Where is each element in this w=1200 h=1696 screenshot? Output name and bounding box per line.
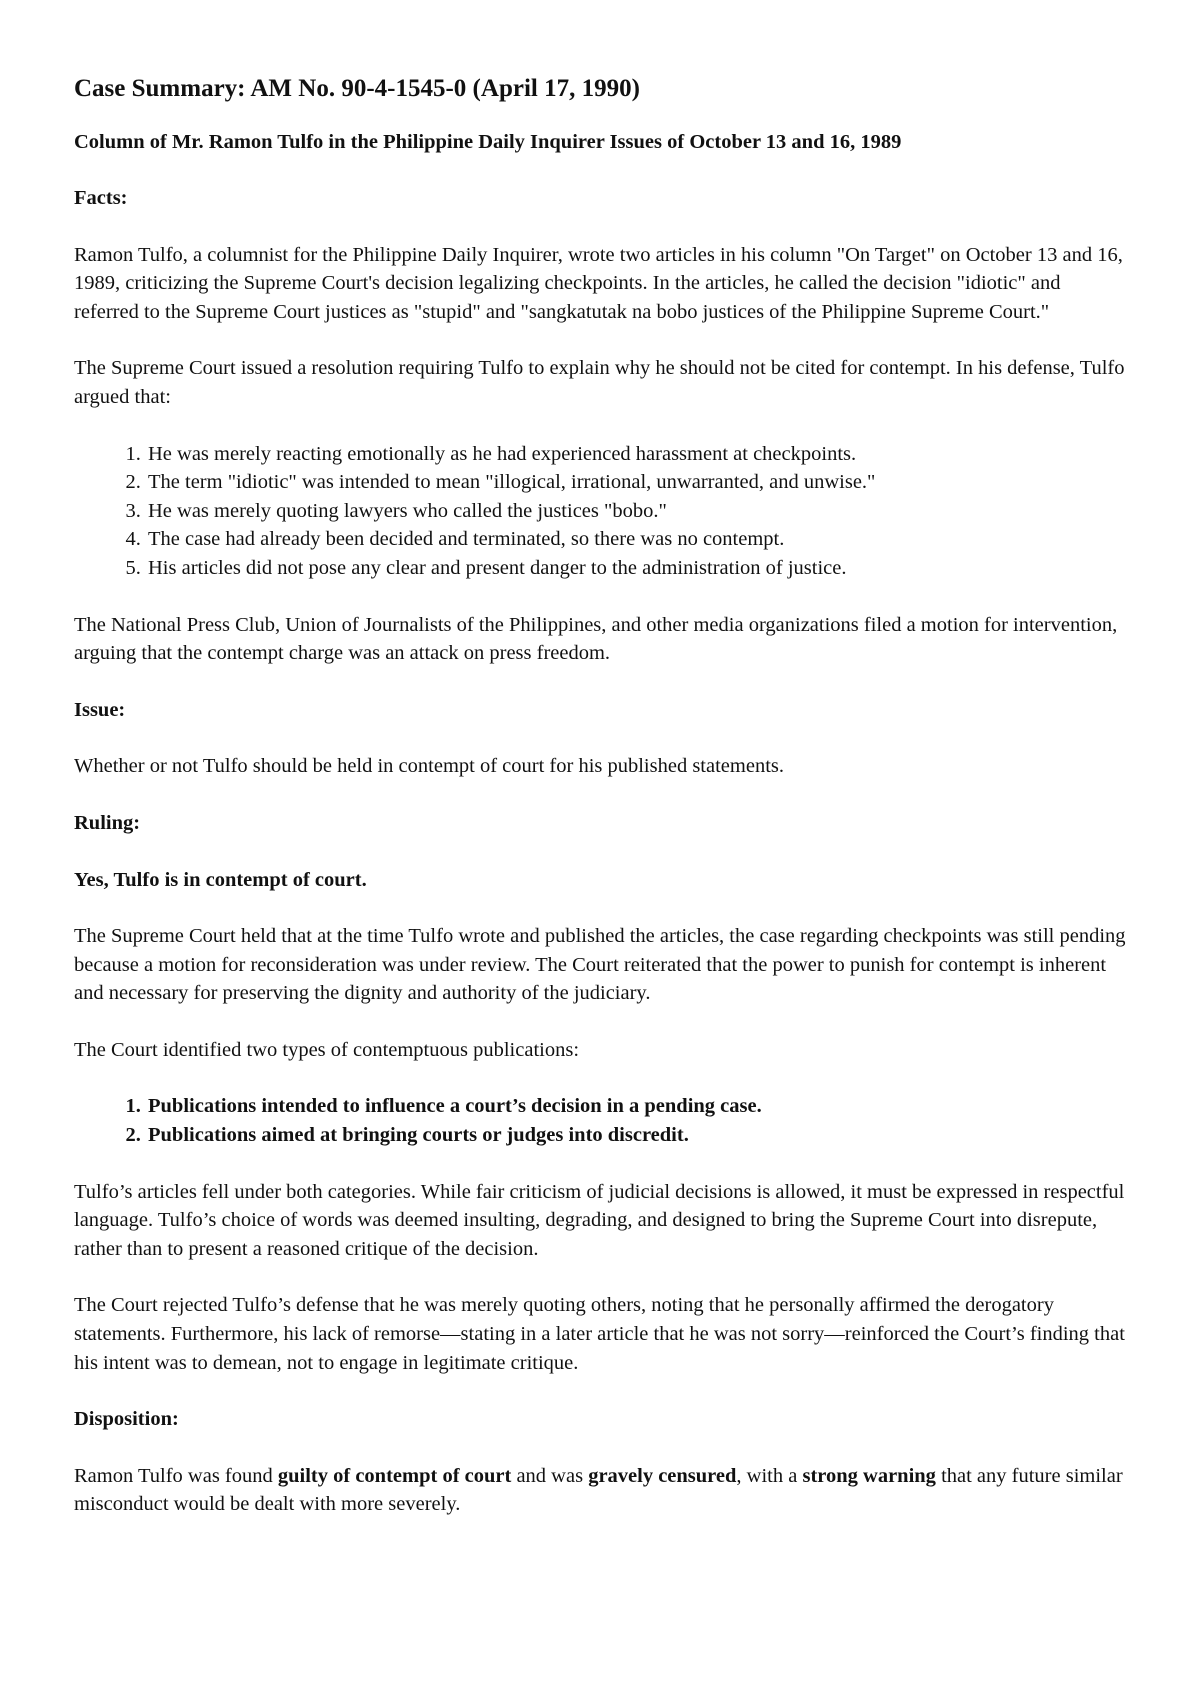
ruling-heading: Ruling: bbox=[74, 811, 141, 834]
disposition-emphasis: guilty of contempt of court bbox=[277, 1464, 512, 1487]
ruling-paragraph-3: Tulfo’s articles fell under both categories. While fair criticism of judicial decisions is allowed, it must be expressed in respectful language. Tulfo’s choice of words was deemed insulting, degrading, and designed to bring the Supreme Court into disrepute, rather than to present a reasoned critique of the decision. bbox=[74, 1180, 1125, 1260]
list-item: 1. He was merely reacting emotionally as he had experienced harassment at checkpoints. bbox=[146, 440, 1128, 469]
disposition-emphasis: strong warning bbox=[802, 1464, 936, 1487]
list-item: 5. His articles did not pose any clear and present danger to the administration of justice. bbox=[146, 554, 1128, 583]
issue-heading: Issue: bbox=[74, 698, 126, 721]
facts-paragraph-1: Ramon Tulfo, a columnist for the Philippine Daily Inquirer, wrote two articles in his column "On Target" on October 13 and 16, 1989, criticizing the Supreme Court's decision legalizing checkpoints. In the articles, he called the decision "idiotic" and referred to the Supreme Court justices as "stupid" and "sangkatutak na bobo justices of the Philippine Supreme Court." bbox=[74, 243, 1123, 323]
disposition-text-part: and was bbox=[511, 1464, 589, 1487]
disposition-text bbox=[74, 1462, 1128, 1519]
facts-heading: Facts: bbox=[74, 187, 128, 209]
ruling-answer: Yes, Tulfo is in contempt of court. bbox=[74, 868, 367, 891]
list-item: 2. Publications aimed at bringing courts or judges into discredit. bbox=[146, 1121, 1128, 1150]
disposition-emphasis: gravely censured bbox=[588, 1464, 737, 1487]
list-item: 4. The case had already been decided and terminated, so there was no contempt. bbox=[146, 525, 1128, 554]
page-title: Case Summary: AM No. 90-4-1545-0 (April 17, 1990) bbox=[74, 75, 640, 102]
list-item: 3. He was merely quoting lawyers who called the justices "bobo." bbox=[146, 497, 1128, 526]
facts-paragraph-2: The Supreme Court issued a resolution requiring Tulfo to explain why he should not be cited for contempt. In his defense, Tulfo argued that: bbox=[74, 357, 1125, 408]
issue-text: Whether or not Tulfo should be held in contempt of court for his published statements. bbox=[74, 755, 784, 778]
publication-types-list bbox=[74, 1092, 1128, 1149]
ruling-paragraph-2: The Court identified two types of contemptuous publications: bbox=[74, 1038, 580, 1061]
ruling-paragraph-1: The Supreme Court held that at the time Tulfo wrote and published the articles, the case regarding checkpoints was still pending because a motion for reconsideration was under review. The Court reiterated that the power to punish for contempt is inherent and necessary for preserving the dignity and authority of the judiciary. bbox=[74, 925, 1126, 1005]
disposition-text-part: , with a bbox=[736, 1464, 803, 1487]
ruling-paragraph-4: The Court rejected Tulfo’s defense that he was merely quoting others, noting that he personally affirmed the derogatory statements. Furthermore, his lack of remorse—stating in a later article that he was not sorry—reinforced the Court’s finding that his intent was to demean, not to engage in legitimate critique. bbox=[74, 1294, 1125, 1374]
defense-list bbox=[74, 440, 1128, 583]
facts-paragraph-3: The National Press Club, Union of Journalists of the Philippines, and other media organizations filed a motion for intervention, arguing that the contempt charge was an attack on press freedom. bbox=[74, 613, 1118, 665]
disposition-text-part: Ramon Tulfo was found bbox=[74, 1464, 278, 1487]
disposition-heading: Disposition: bbox=[74, 1408, 179, 1431]
list-item: 1. Publications intended to influence a court’s decision in a pending case. bbox=[146, 1092, 1128, 1121]
case-subtitle: Column of Mr. Ramon Tulfo in the Philippine Daily Inquirer Issues of October 13 and 16, 1989 bbox=[74, 131, 902, 153]
list-item: 2. The term "idiotic" was intended to mean "illogical, irrational, unwarranted, and unwise." bbox=[146, 468, 1128, 497]
disposition-text-part: that any future similar misconduct would be dealt with more severely. bbox=[74, 1464, 1123, 1516]
